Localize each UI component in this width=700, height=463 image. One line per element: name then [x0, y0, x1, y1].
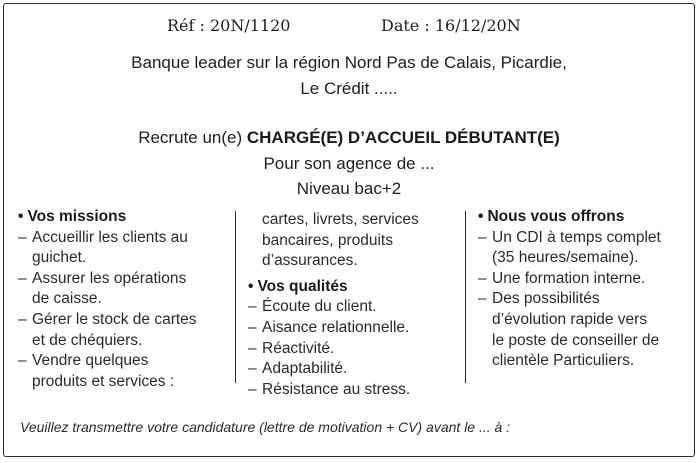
- list-item: le poste de conseiller de: [492, 331, 660, 349]
- job-title: CHARGÉ(E) D’ACCUEIL DÉBUTANT(E): [246, 128, 560, 147]
- list-item: – Accueillir les clients au: [18, 228, 228, 249]
- job-offer-card: [3, 3, 695, 457]
- list-item: et de chéquiers.: [32, 331, 143, 349]
- list-item: – Écoute du client.: [248, 297, 458, 318]
- offers-heading: • Nous vous offrons: [478, 208, 625, 225]
- level-line: Niveau bac+2: [296, 179, 402, 198]
- list-item: d’assurances.: [262, 252, 358, 270]
- list-item: – Un CDI à temps complet: [478, 228, 690, 249]
- list-item: – Résistance au stress.: [248, 380, 458, 401]
- intro-line-2: Le Crédit .....: [300, 79, 398, 98]
- application-instructions: Veuillez transmettre votre candidature (lettre de motivation + CV) avant le ... à :: [20, 419, 511, 435]
- offers-list: [478, 228, 690, 372]
- list-item: produits et services :: [32, 372, 175, 390]
- column-divider-right: [465, 211, 466, 383]
- bullet-icon: •: [248, 277, 254, 295]
- offers-column: [478, 207, 690, 372]
- missions-column: [18, 207, 228, 392]
- list-item: (35 heures/semaine).: [492, 249, 639, 267]
- list-item: cartes, livrets, services: [262, 211, 419, 228]
- column-divider-left: [235, 211, 236, 383]
- agency-line: Pour son agence de ...: [263, 154, 435, 173]
- list-item: – Une formation interne.: [478, 269, 690, 290]
- qualities-column: [248, 210, 458, 400]
- qualities-list: [248, 297, 458, 400]
- missions-heading: • Vos missions: [18, 208, 127, 225]
- list-item: – Assurer les opérations: [18, 269, 228, 290]
- job-title-line: [4, 127, 694, 148]
- offer-date: Date : 16/12/20N: [381, 16, 521, 35]
- list-item: – Gérer le stock de cartes: [18, 310, 228, 331]
- list-item: de caisse.: [32, 290, 102, 308]
- list-item: – Aisance relationnelle.: [248, 318, 458, 339]
- qualities-heading: • Vos qualités: [248, 277, 348, 295]
- list-item: guichet.: [32, 249, 87, 267]
- list-item: – Vendre quelques: [18, 351, 228, 372]
- list-item: clientèle Particuliers.: [492, 352, 635, 370]
- bullet-icon: •: [18, 208, 24, 225]
- job-title-prefix: Recrute un(e): [138, 128, 247, 147]
- list-item: bancaires, produits: [262, 231, 393, 249]
- bullet-icon: •: [478, 208, 484, 225]
- list-item: – Des possibilités: [478, 289, 690, 310]
- missions-list: [18, 228, 228, 393]
- list-item: d’évolution rapide vers: [492, 310, 648, 328]
- missions-continued-list: [248, 210, 458, 272]
- reference-number: Réf : 20N/1120: [167, 16, 291, 35]
- list-item: – Réactivité.: [248, 339, 458, 360]
- intro-line-1: Banque leader sur la région Nord Pas de Calais, Picardie,: [131, 53, 567, 72]
- list-item: – Adaptabilité.: [248, 359, 458, 380]
